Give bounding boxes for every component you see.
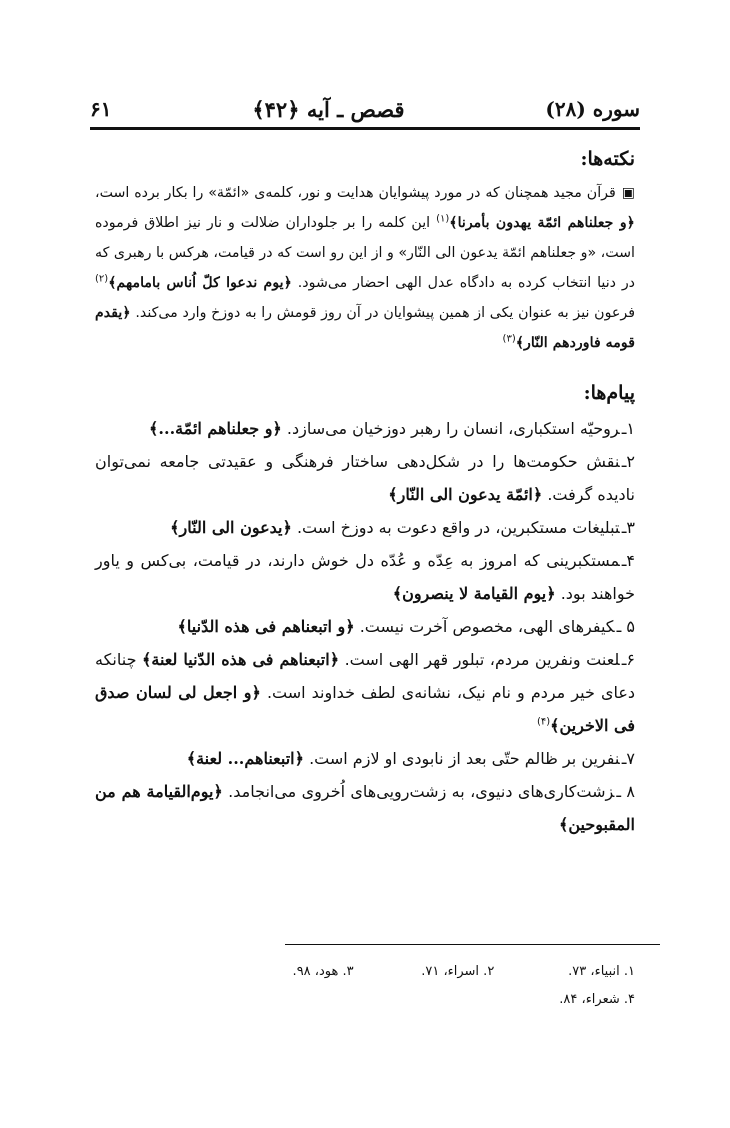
list-item: ۳ـتبلیغات مستکبرین، در واقع دعوت به دوزخ است. ﴿یدعون الی النّار﴾: [170, 518, 635, 537]
quran-quote: ﴿اتبعناهم فی هذه الدّنیا لعنة﴾: [141, 650, 340, 669]
footnote-divider: [285, 944, 660, 945]
quran-quote: ﴿اتبعناهم... لعنة﴾: [186, 749, 304, 768]
list-item: ۲ـنقش حکومت‌ها را در شکل‌دهی ساختار فرهنگی و عقیدتی جامعه نمی‌توان نادیده گرفت. ﴿ائمّة یدعون الی النّار﴾: [95, 452, 635, 504]
footnote-ref: (۱): [436, 213, 450, 225]
footnote-row: [215, 958, 635, 986]
footnote-row: [215, 986, 635, 1014]
quran-quote: ﴿یوم القیامة لا ینصرون﴾: [392, 584, 556, 603]
quran-quote: ﴿یوم ندعوا کلّ اُناس بامامهم﴾: [108, 275, 292, 291]
footnotes: [215, 958, 635, 1014]
footnote-2: ۲. اسراء، ۷۱.: [421, 964, 495, 979]
surah-verse-title: قصص ـ آیه ﴿۴۲﴾: [252, 96, 405, 122]
quran-quote: ﴿یوم‌القیامة هم من المقبوحین﴾: [95, 782, 635, 834]
nokteha-text-1: قرآن مجید همچنان که در مورد پیشوایان هدایت و نور، کلمه‌ی «ائمّة» را بکار برده است،: [95, 185, 616, 201]
footnote-ref: (۳): [502, 333, 516, 345]
header-rule: [90, 127, 640, 130]
quran-quote: ﴿یقدم قومه فاوردهم النّار﴾: [95, 305, 635, 351]
footnote-1: ۱. انبیاء، ۷۳.: [568, 964, 635, 979]
nokteha-text-2: این کلمه را بر جلوداران ضلالت و نار نیز اطلاق فرموده است، «و جعلناهم ائمّة یدعون الی النّار» و از این رو است که در قیامت، هرکس با رهبری که در دنیا انتخاب کرده به دادگاه عدل الهی احضار می‌شود.: [95, 215, 635, 291]
quran-quote: ﴿و اجعل لی لسان صدق فی الاخرین﴾: [95, 683, 635, 735]
footnote-ref: (۴): [536, 716, 551, 728]
payamha-list: [95, 412, 635, 841]
quran-quote: ﴿یدعون الی النّار﴾: [170, 518, 292, 537]
list-item: ۶ـلعنت ونفرین مردم، تبلور قهر الهی است. ﴿اتبعناهم فی هذه الدّنیا لعنة﴾ چنانکه دعای خیر مردم و نام نیک، نشانه‌ی لطف خداوند است. ﴿و اجعل لی لسان صدق فی الاخرین﴾$^{(۴)}$: [95, 650, 636, 735]
nokteha-paragraph: [95, 178, 635, 358]
list-item: ۵ ـکیفرهای الهی، مخصوص آخرت نیست. ﴿و اتبعناهم فی هذه الدّنیا﴾: [177, 617, 635, 636]
page-number: ۶۱: [90, 97, 112, 121]
footnote-3: ۳. هود، ۹۸.: [292, 964, 354, 979]
quran-quote: ﴿و اتبعناهم فی هذه الدّنیا﴾: [177, 617, 355, 636]
quran-quote: ﴿و جعلناهم ائمّة یهدون بأمرنا﴾: [449, 215, 635, 231]
quran-quote: ﴿ائمّة یدعون الی النّار﴾: [388, 485, 543, 504]
surah-number: سوره (۲۸): [545, 97, 640, 121]
nokteha-text-3: فرعون نیز به عنوان یکی از همین پیشوایان در آن روز قومش را به دوزخ وارد می‌کند.: [130, 305, 635, 321]
list-item: ۷ـنفرین بر ظالم حتّی بعد از نابودی او لازم است. ﴿اتبعناهم... لعنة﴾: [186, 749, 635, 768]
square-bullet-icon: ▣: [621, 185, 635, 201]
list-item: ۸ ـزشت‌کاری‌های دنیوی، به زشت‌رویی‌های اُخروی می‌انجامد. ﴿یوم‌القیامة هم من المقبوحین﴾: [95, 782, 635, 834]
list-item: ۱ـروحیّه استکباری، انسان را رهبر دوزخیان می‌سازد. ﴿و جعلناهم ائمّة...﴾: [149, 419, 635, 438]
nokteha-heading: نکته‌ها:: [580, 148, 635, 170]
footnote-ref: (۲): [95, 273, 109, 285]
page-body: [95, 140, 635, 841]
quran-quote: ﴿و جعلناهم ائمّة...﴾: [149, 419, 282, 438]
list-item: ۴ـمستکبرینی که امروز به عِدّه و عُدّه دل خوش دارند، در قیامت، بی‌کس و یاور خواهند بود. ﴿یوم القیامة لا ینصرون﴾: [95, 551, 635, 603]
payamha-heading: پیام‌ها:: [583, 382, 635, 404]
footnote-4: ۴. شعراء، ۸۴.: [559, 992, 635, 1007]
page-header: [90, 92, 640, 126]
